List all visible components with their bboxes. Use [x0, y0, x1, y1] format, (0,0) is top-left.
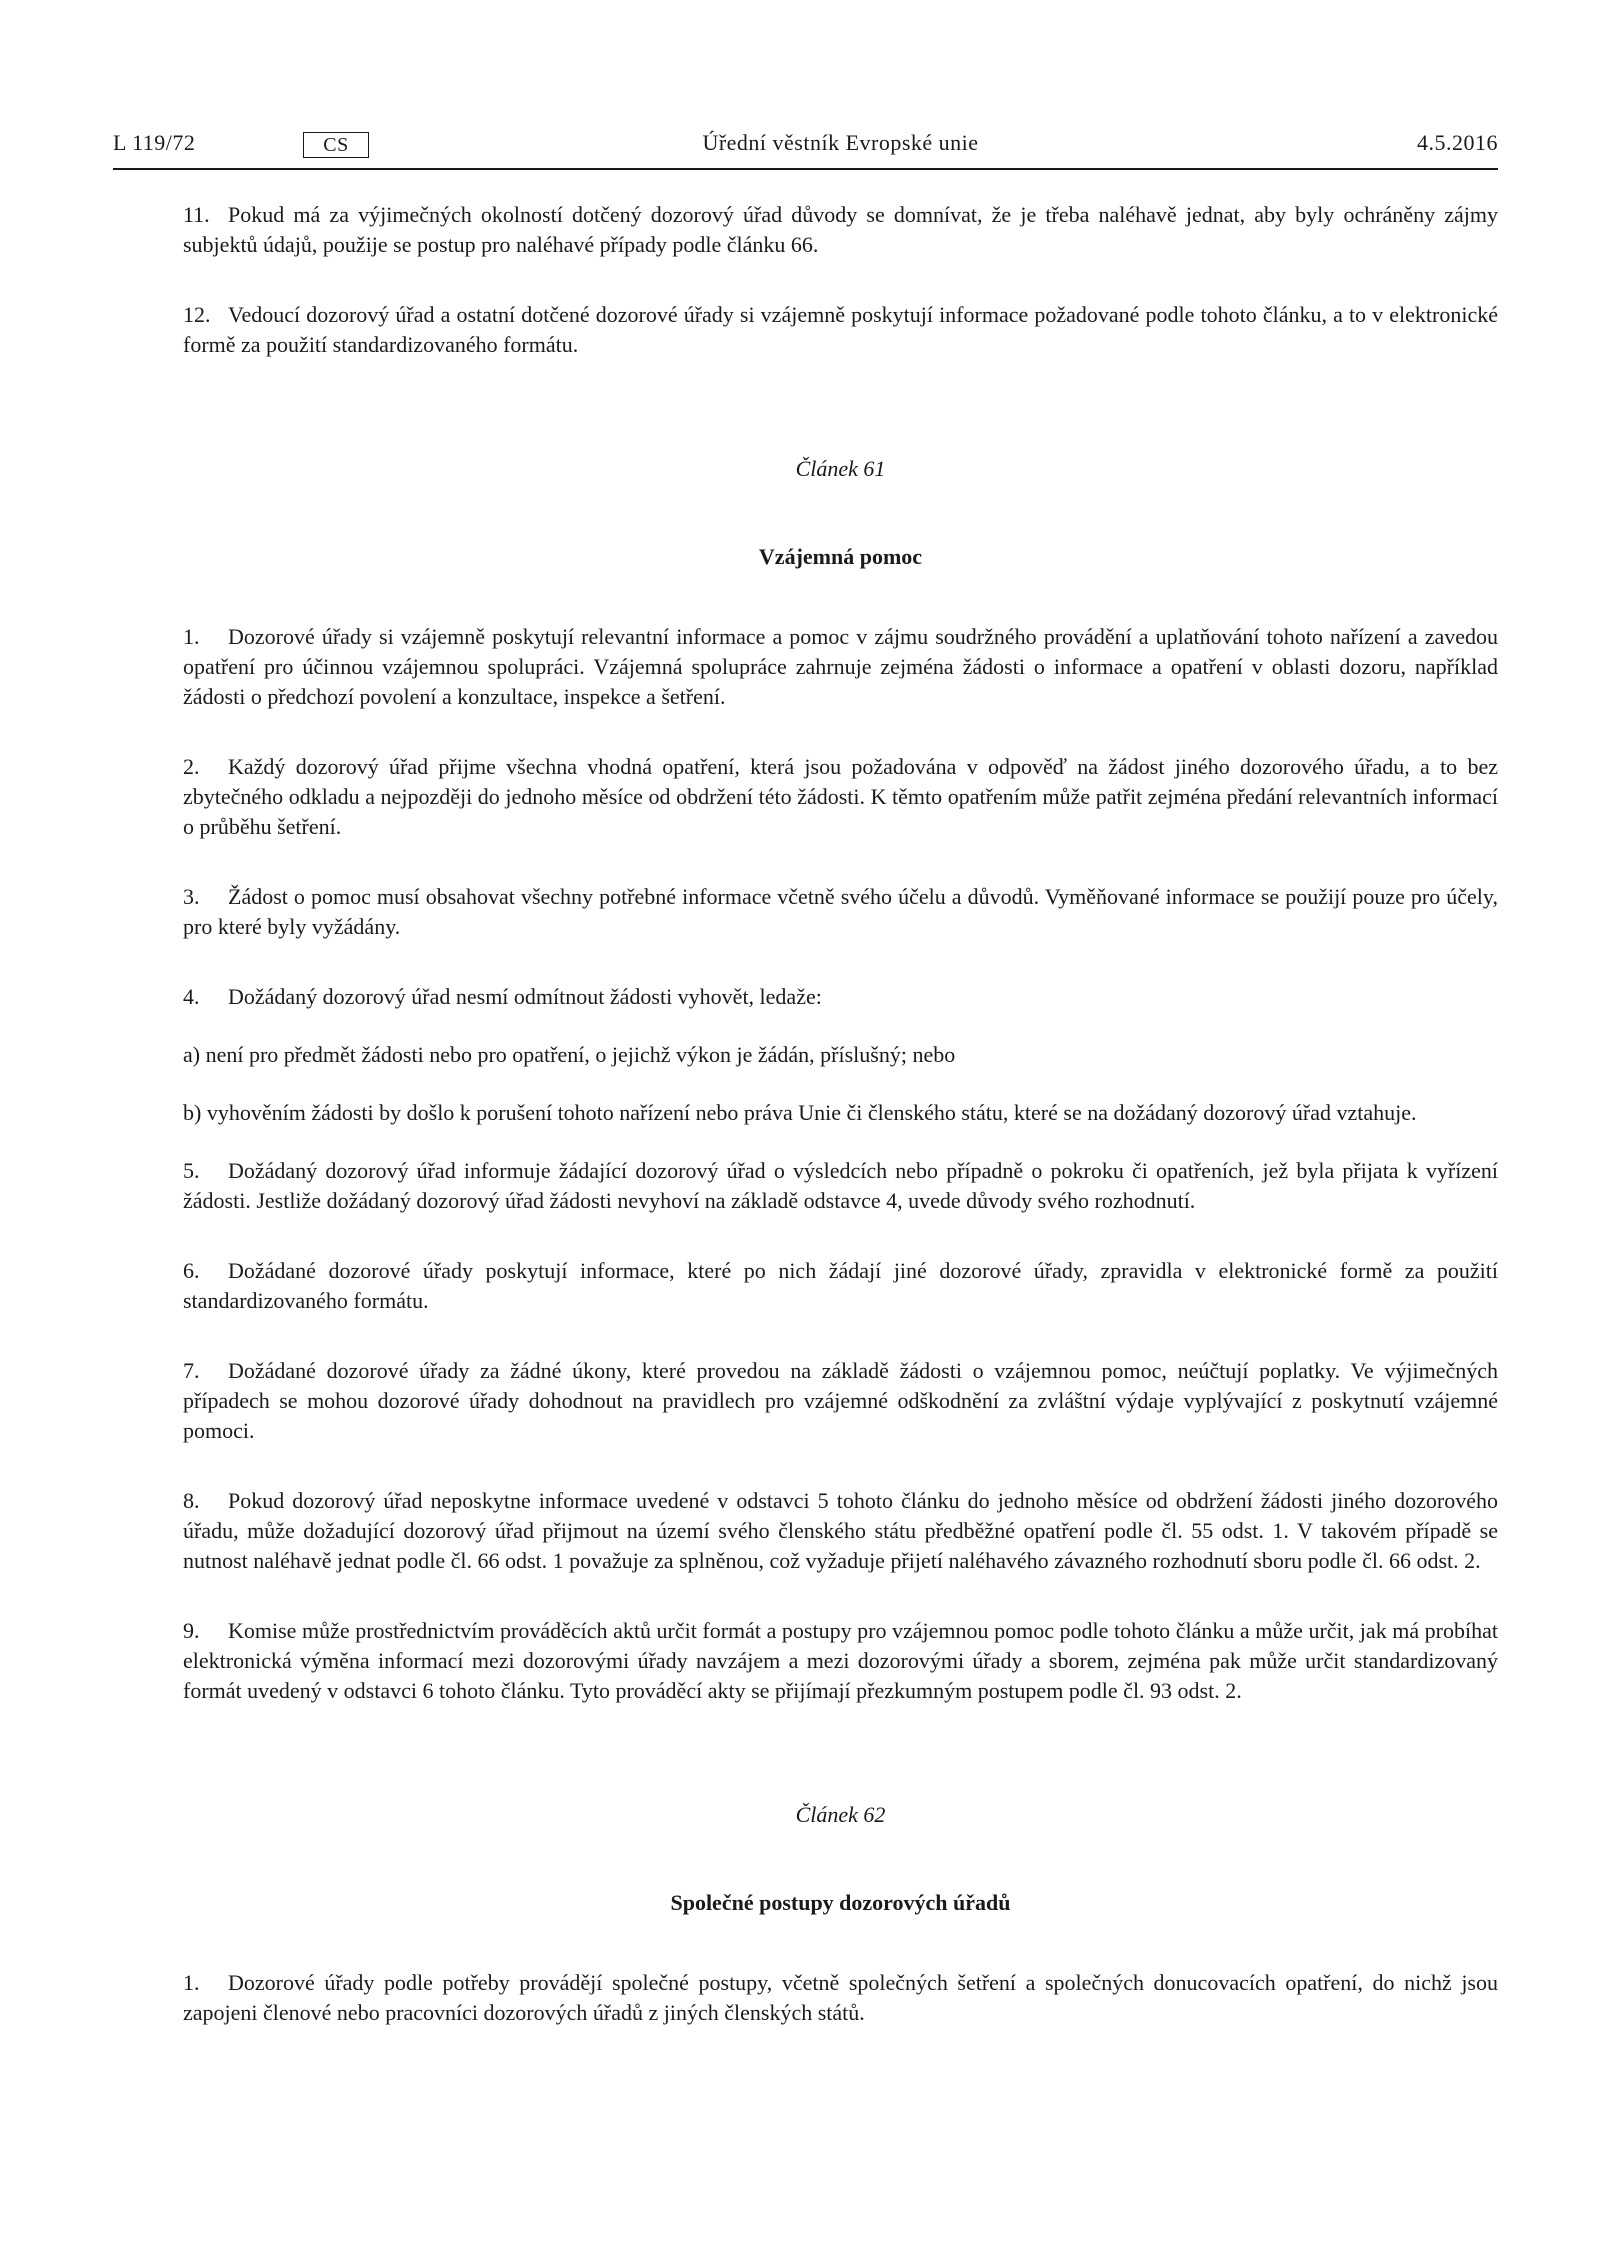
paragraph-text: Dožádané dozorové úřady poskytují informace, které po nich žádají jiné dozorové úřady, zpravidla v elektronické formě za použití standardizovaného formátu.	[183, 1258, 1498, 1313]
paragraph-number: 11.	[183, 202, 210, 227]
paragraph-number: 5.	[183, 1158, 200, 1183]
article-62-title: Článek 62	[795, 1802, 886, 1827]
art61-paragraph-9	[183, 1616, 1498, 1706]
paragraph-11	[183, 200, 1498, 260]
page-header-area	[113, 130, 1498, 170]
paragraph-text: Vedoucí dozorový úřad a ostatní dotčené dozorové úřady si vzájemně poskytují informace požadované podle tohoto článku, a to v elektronické formě za použití standardizovaného formátu.	[183, 302, 1498, 357]
art61-paragraph-2	[183, 752, 1498, 842]
art61-paragraph-5	[183, 1156, 1498, 1216]
article-62-heading: Společné postupy dozorových úřadů	[670, 1890, 1011, 1915]
art61-paragraph-8	[183, 1486, 1498, 1576]
art61-paragraph-7	[183, 1356, 1498, 1446]
art62-paragraph-1	[183, 1968, 1498, 2028]
paragraph-number: 3.	[183, 884, 200, 909]
paragraph-text: Pokud dozorový úřad neposkytne informace uvedené v odstavci 5 tohoto článku do jednoho měsíce od obdržení žádosti jiného dozorového úřadu, může dožadující dozorový úřad přijmout na území svého členského státu předběžné opatření podle čl. 55 odst. 1. V takovém případě se nutnost naléhavě jednat podle čl. 66 odst. 1 považuje za splněnou, což vyžaduje přijetí naléhavého závazného rozhodnutí sboru podle čl. 66 odst. 2.	[183, 1488, 1498, 1573]
art61-item-a: a) není pro předmět žádosti nebo pro opatření, o jejichž výkon je žádán, příslušný; nebo	[183, 1042, 956, 1067]
article-61-heading: Vzájemná pomoc	[758, 544, 923, 569]
language-code-box: CS	[303, 132, 369, 158]
paragraph-number: 6.	[183, 1258, 200, 1283]
paragraph-text: Dožádané dozorové úřady za žádné úkony, které provedou na základě žádosti o vzájemnou pomoc, neúčtují poplatky. Ve výjimečných případech se mohou dozorové úřady dohodnout na pravidlech pro vzájemné odškodnění za zvláštní výdaje vyplývající z poskytnutí vzájemné pomoci.	[183, 1358, 1498, 1443]
paragraph-text: Dožádaný dozorový úřad nesmí odmítnout žádosti vyhovět, ledaže:	[228, 984, 822, 1009]
paragraph-text: Dožádaný dozorový úřad informuje žádající dozorový úřad o výsledcích nebo případně o pokroku či opatřeních, jež byla přijata k vyřízení žádosti. Jestliže dožádaný dozorový úřad žádosti nevyhoví na základě odstavce 4, uvede důvody svého rozhodnutí.	[183, 1158, 1498, 1213]
paragraph-number: 7.	[183, 1358, 200, 1383]
header-divider	[113, 168, 1498, 170]
paragraph-number: 9.	[183, 1618, 200, 1643]
paragraph-text: Dozorové úřady podle potřeby provádějí společné postupy, včetně společných šetření a společných donucovacích opatření, do nichž jsou zapojeni členové nebo pracovníci dozorových úřadů z jiných členských států.	[183, 1970, 1498, 2025]
paragraph-number: 1.	[183, 624, 200, 649]
art61-paragraph-3	[183, 882, 1498, 942]
art61-paragraph-4	[183, 982, 1498, 1012]
publication-date: 4.5.2016	[1417, 130, 1498, 155]
paragraph-text: Žádost o pomoc musí obsahovat všechny potřebné informace včetně svého účelu a důvodů. Vyměňované informace se použijí pouze pro účely, pro které byly vyžádány.	[183, 884, 1498, 939]
document-body	[183, 200, 1498, 2068]
paragraph-number: 4.	[183, 984, 200, 1009]
paragraph-text: Dozorové úřady si vzájemně poskytují relevantní informace a pomoc v zájmu soudržného provádění a uplatňování tohoto nařízení a zavedou opatření pro účinnou vzájemnou spolupráci. Vzájemná spolupráce zahrnuje zejména žádosti o informace a opatření v oblasti dozoru, například žádosti o předchozí povolení a konzultace, inspekce a šetření.	[183, 624, 1498, 709]
paragraph-text: Komise může prostřednictvím prováděcích aktů určit formát a postupy pro vzájemnou pomoc podle tohoto článku a může určit, jak má probíhat elektronická výměna informací mezi dozorovými úřady navzájem a mezi dozorovými úřady a sborem, zejména pak může určit standardizovaný formát uvedený v odstavci 6 tohoto článku. Tyto prováděcí akty se přijímají přezkumným postupem podle čl. 93 odst. 2.	[183, 1618, 1498, 1703]
art61-paragraph-6	[183, 1256, 1498, 1316]
paragraph-number: 2.	[183, 754, 200, 779]
page-reference: L 119/72	[113, 130, 196, 155]
paragraph-number: 8.	[183, 1488, 200, 1513]
journal-title: Úřední věstník Evropské unie	[702, 130, 979, 155]
paragraph-12	[183, 300, 1498, 360]
paragraph-number: 1.	[183, 1970, 200, 1995]
paragraph-number: 12.	[183, 302, 211, 327]
art61-item-b: b) vyhověním žádosti by došlo k porušení tohoto nařízení nebo práva Unie či členského státu, které se na dožádaný dozorový úřad vztahuje.	[183, 1100, 1417, 1125]
paragraph-text: Každý dozorový úřad přijme všechna vhodná opatření, která jsou požadována v odpověď na žádost jiného dozorového úřadu, a to bez zbytečného odkladu a nejpozději do jednoho měsíce od obdržení této žádosti. K těmto opatřením může patřit zejména předání relevantních informací o průběhu šetření.	[183, 754, 1498, 839]
article-61-title: Článek 61	[795, 456, 886, 481]
journal-header	[113, 130, 1498, 170]
paragraph-text: Pokud má za výjimečných okolností dotčený dozorový úřad důvody se domnívat, že je třeba naléhavě jednat, aby byly ochráněny zájmy subjektů údajů, použije se postup pro naléhavé případy podle článku 66.	[183, 202, 1498, 257]
art61-paragraph-1	[183, 622, 1498, 712]
